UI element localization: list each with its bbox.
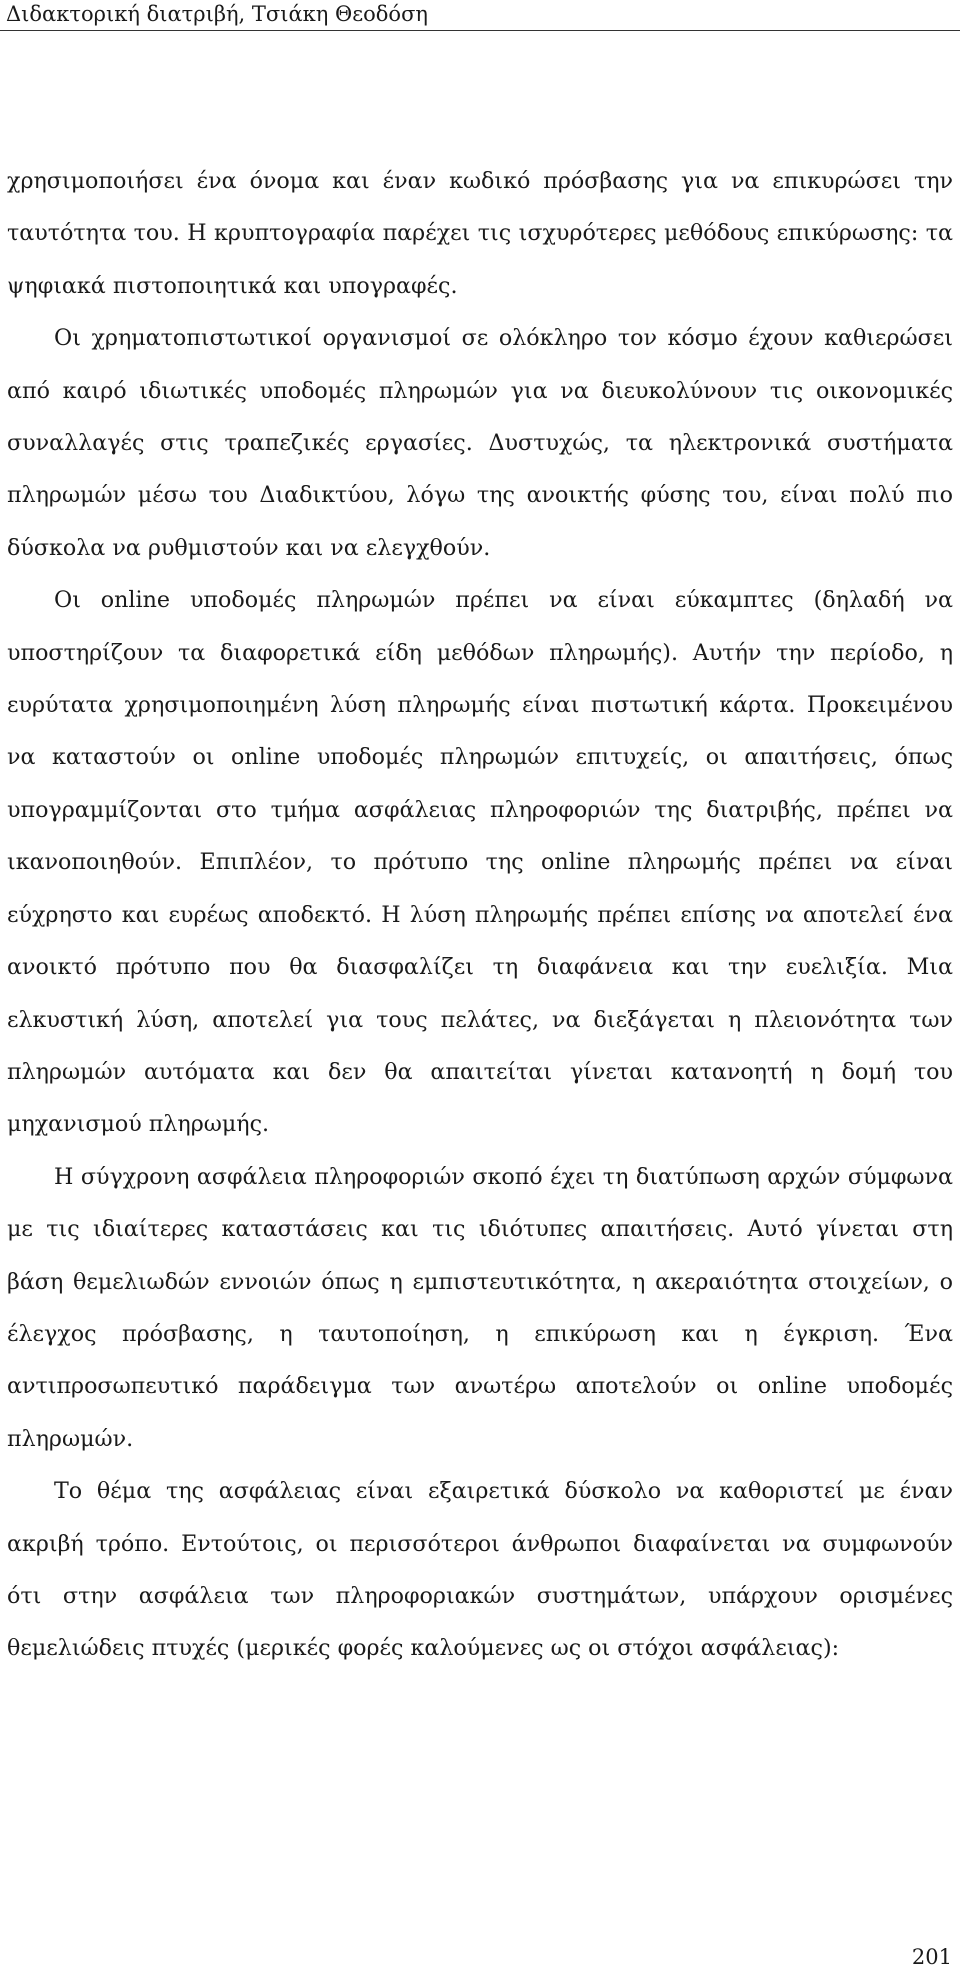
paragraph-authentication-continuation: χρησιμοποιήσει ένα όνομα και έναν κωδικό πρόσβασης για να επικυρώσει την ταυτότητα του. Η κρυπτογραφία παρέχει τις ισχυρότερες μεθόδους επικύρωσης: τα ψηφιακά πιστοποιητικά και υπογραφές.	[7, 168, 953, 299]
running-title: Διδακτορική διατριβή, Τσιάκη Θεοδόση	[6, 2, 428, 26]
paragraph-modern-information-security: Η σύγχρονη ασφάλεια πληροφοριών σκοπό έχει τη διατύπωση αρχών σύμφωνα με τις ιδιαίτερες καταστάσεις και τις ιδιότυπες απαιτήσεις. Αυτό γίνεται στη βάση θεμελιωδών εννοιών όπως η εμπιστευτικότητα, η ακεραιότητα στοιχείων, ο έλεγχος πρόσβασης, η ταυτοποίηση, η επικύρωση και η έγκριση. Ένα αντιπροσωπευτικό παράδειγμα των ανωτέρω αποτελούν οι online υποδομές πληρωμών.	[7, 1163, 953, 1452]
paragraph-online-payment-infrastructure: Οι online υποδομές πληρωμών πρέπει να είναι εύκαμπτες (δηλαδή να υποστηρίζουν τα διαφορετικά είδη μεθόδων πληρωμής). Αυτήν την περίοδο, η ευρύτατα χρησιμοποιημένη λύση πληρωμής είναι πιστωτική κάρτα. Προκειμένου να καταστούν οι online υποδομές πληρωμών επιτυχείς, οι απαιτήσεις, όπως υπογραμμίζονται στο τμήμα ασφάλειας πληροφοριών της διατριβής, πρέπει να ικανοποιηθούν. Επιπλέον, το πρότυπο της online πληρωμής πρέπει να είναι εύχρηστο και ευρέως αποδεκτό. Η λύση πληρωμής πρέπει επίσης να αποτελεί ένα ανοικτό πρότυπο που θα διασφαλίζει τη διαφάνεια και την ευελιξία. Μια ελκυστική λύση, αποτελεί για τους πελάτες, να διεξάγεται η πλειονότητα των πληρωμών αυτόματα και δεν θα απαιτείται γίνεται κατανοητή η δομή του μηχανισμού πληρωμής.	[7, 587, 953, 1138]
paragraph-financial-institutions: Οι χρηματοπιστωτικοί οργανισμοί σε ολόκληρο τον κόσμο έχουν καθιερώσει από καιρό ιδιωτικές υποδομές πληρωμών για να διευκολύνουν τις οικονομικές συναλλαγές στις τραπεζικές εργασίες. Δυστυχώς, τα ηλεκτρονικά συστήματα πληρωμών μέσω του Διαδικτύου, λόγω της ανοικτής φύσης του, είναι πολύ πιο δύσκολα να ρυθμιστούν και να ελεγχθούν.	[7, 325, 953, 561]
header-divider	[0, 30, 960, 31]
paragraph-security-definition: Το θέμα της ασφάλειας είναι εξαιρετικά δύσκολο να καθοριστεί με έναν ακριβή τρόπο. Εντούτοις, οι περισσότεροι άνθρωποι διαφαίνεται να συμφωνούν ότι στην ασφάλεια των πληροφοριακών συστημάτων, υπάρχουν ορισμένες θεμελιώδεις πτυχές (μερικές φορές καλούμενες ως οι στόχοι ασφάλειας):	[7, 1478, 953, 1662]
page-number: 201	[911, 1945, 952, 1969]
running-header	[0, 0, 960, 32]
page-body	[7, 155, 953, 1675]
